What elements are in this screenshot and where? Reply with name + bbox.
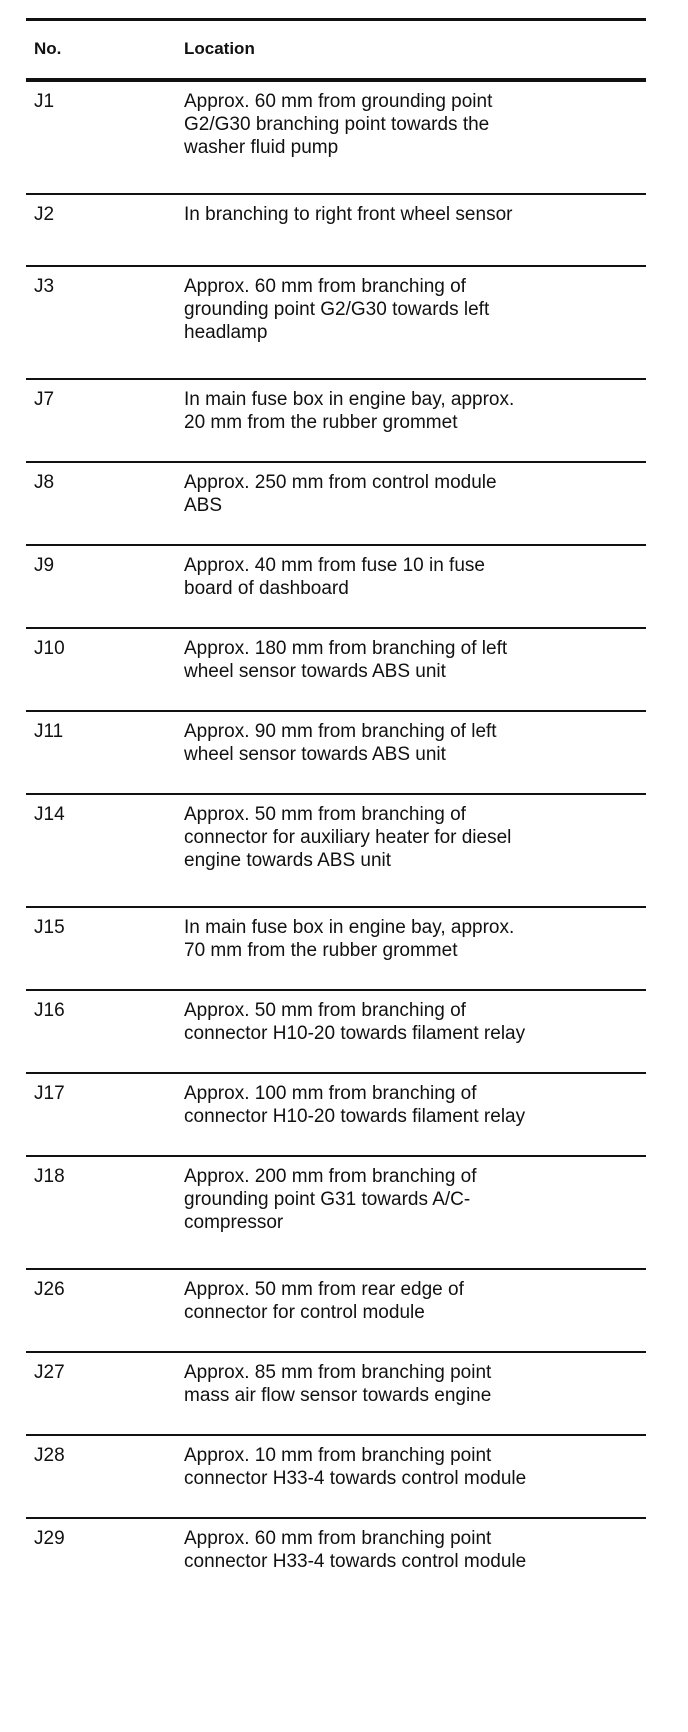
row-location: Approx. 60 mm from branching of grounding point G2/G30 towards left headlamp — [184, 276, 490, 343]
row-location: In main fuse box in engine bay, approx. 20 mm from the rubber grommet — [184, 389, 515, 433]
row-location: Approx. 60 mm from branching point connector H33-4 towards control module — [184, 1528, 527, 1572]
row-location: Approx. 100 mm from branching of connector H10-20 towards filament relay — [184, 1083, 526, 1127]
header-location: Location — [184, 39, 255, 58]
row-number: J2 — [34, 204, 55, 225]
table-row — [26, 195, 646, 267]
row-number: J28 — [34, 1445, 65, 1466]
row-location: Approx. 10 mm from branching point connector H33-4 towards control module — [184, 1445, 527, 1489]
table-row — [26, 795, 646, 908]
row-location: Approx. 250 mm from control module ABS — [184, 472, 497, 516]
table-row — [26, 712, 646, 795]
row-number: J29 — [34, 1528, 65, 1549]
table-row — [26, 546, 646, 629]
table-row — [26, 267, 646, 380]
row-location: Approx. 60 mm from grounding point G2/G30 branching point towards the washer fluid pump — [184, 91, 493, 158]
table-row — [26, 1353, 646, 1436]
row-location: Approx. 180 mm from branching of left wheel sensor towards ABS unit — [184, 638, 508, 682]
row-number: J3 — [34, 276, 55, 297]
table-row — [26, 1519, 646, 1607]
table-row — [26, 1074, 646, 1157]
row-number: J26 — [34, 1279, 65, 1300]
table-row — [26, 380, 646, 463]
row-location: Approx. 50 mm from branching of connector for auxiliary heater for diesel engine towards ABS unit — [184, 804, 512, 871]
table-body — [26, 82, 646, 1607]
row-location: Approx. 90 mm from branching of left wheel sensor towards ABS unit — [184, 721, 497, 765]
row-number: J7 — [34, 389, 55, 410]
row-number: J16 — [34, 1000, 65, 1021]
table-row — [26, 82, 646, 195]
row-number: J27 — [34, 1362, 65, 1383]
row-location: In main fuse box in engine bay, approx. 70 mm from the rubber grommet — [184, 917, 515, 961]
row-number: J11 — [34, 721, 64, 742]
row-number: J9 — [34, 555, 55, 576]
table-header — [26, 21, 646, 82]
row-number: J8 — [34, 472, 55, 493]
row-location: Approx. 200 mm from branching of grounding point G31 towards A/C- compressor — [184, 1166, 477, 1233]
table-row — [26, 991, 646, 1074]
table-row — [26, 463, 646, 546]
row-location: Approx. 50 mm from branching of connector H10-20 towards filament relay — [184, 1000, 526, 1044]
table-row — [26, 629, 646, 712]
row-number: J17 — [34, 1083, 65, 1104]
row-number: J1 — [34, 91, 55, 112]
location-table — [26, 18, 646, 1607]
table-row — [26, 1157, 646, 1270]
row-location: Approx. 50 mm from rear edge of connector for control module — [184, 1279, 464, 1323]
row-location: In branching to right front wheel sensor — [184, 204, 513, 225]
row-location: Approx. 85 mm from branching point mass air flow sensor towards engine — [184, 1362, 492, 1406]
row-number: J15 — [34, 917, 65, 938]
table-row — [26, 1436, 646, 1519]
table-row — [26, 1270, 646, 1353]
table-row — [26, 908, 646, 991]
header-no: No. — [34, 39, 62, 58]
row-number: J10 — [34, 638, 65, 659]
row-location: Approx. 40 mm from fuse 10 in fuse board of dashboard — [184, 555, 485, 599]
row-number: J14 — [34, 804, 65, 825]
row-number: J18 — [34, 1166, 65, 1187]
